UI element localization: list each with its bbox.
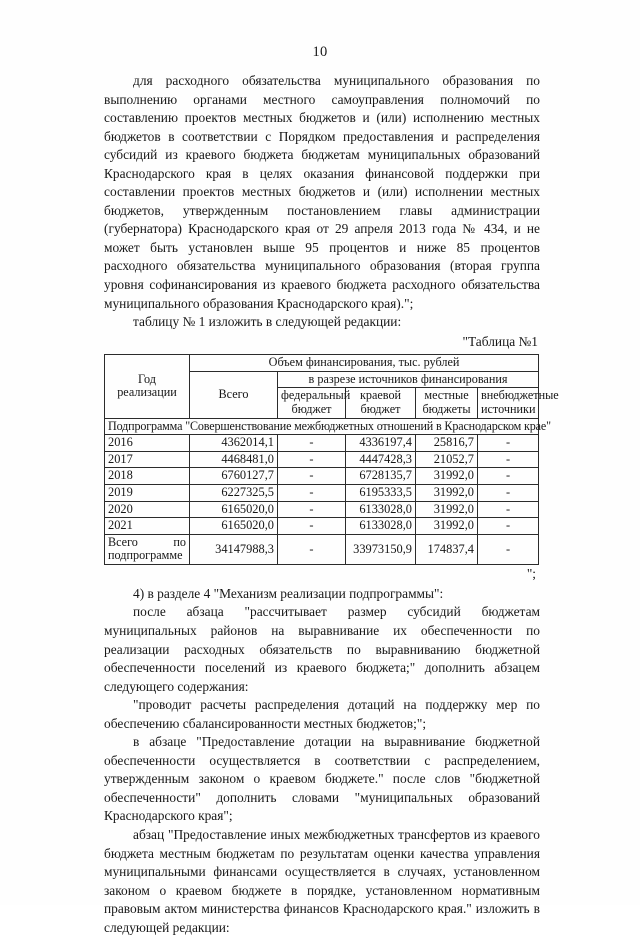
cell-federal: -: [278, 468, 346, 485]
cell-total: 4468481,0: [190, 451, 278, 468]
cell-total: 6165020,0: [190, 501, 278, 518]
table-subprogram-row: [105, 418, 539, 435]
table-header-row-1: [105, 355, 539, 372]
header-year: Год реализации: [105, 355, 190, 418]
financing-table: [104, 354, 559, 565]
cell-local: 31992,0: [416, 468, 478, 485]
paragraph-2: таблицу № 1 изложить в следующей редакции:: [133, 314, 402, 330]
cell-total-local: 174837,4: [416, 534, 478, 564]
header-extrabudgetary-sources: внебюджетные источники: [478, 388, 539, 418]
paragraph-6: в абзаце "Предоставление дотации на выравнивание бюджетной обеспеченности осуществляется в соответствии с распределением, утвержденным законом о краевом бюджете." после слов "бюджетной обеспеченности" дополнить словами "муниципальных образований Краснодарского края";: [104, 734, 540, 824]
cell-regional: 4336197,4: [346, 435, 416, 452]
subprogram-title: Подпрограмма "Совершенствование межбюджетных отношений в Краснодарском крае": [105, 418, 539, 435]
table-caption: "Таблица №1: [462, 333, 538, 349]
cell-federal: -: [278, 484, 346, 501]
table-row: [105, 518, 539, 535]
cell-extrabudget: -: [478, 435, 539, 452]
cell-regional: 6133028,0: [346, 501, 416, 518]
cell-total: 6165020,0: [190, 518, 278, 535]
after-table-closing-quote: ";: [526, 565, 536, 581]
table-row: [105, 484, 539, 501]
cell-federal: -: [278, 518, 346, 535]
cell-total-regional: 33973150,9: [346, 534, 416, 564]
cell-total-extrabudget: -: [478, 534, 539, 564]
cell-year: 2020: [105, 501, 190, 518]
header-breakdown: в разрезе источников финансирования: [278, 371, 539, 388]
cell-total: 6760127,7: [190, 468, 278, 485]
cell-extrabudget: -: [478, 501, 539, 518]
table-row: [105, 451, 539, 468]
cell-year: 2019: [105, 484, 190, 501]
table-row: [105, 435, 539, 452]
header-volume: Объем финансирования, тыс. рублей: [190, 355, 539, 372]
paragraph-5: "проводит расчеты распределения дотаций на поддержку мер по обеспечению сбалансированности местных бюджетов;";: [104, 697, 540, 731]
cell-total-federal: -: [278, 534, 346, 564]
cell-extrabudget: -: [478, 484, 539, 501]
cell-regional: 6728135,7: [346, 468, 416, 485]
header-local-budgets: местные бюджеты: [416, 388, 478, 418]
cell-total: 6227325,5: [190, 484, 278, 501]
cell-local: 31992,0: [416, 518, 478, 535]
cell-federal: -: [278, 501, 346, 518]
cell-regional: 6133028,0: [346, 518, 416, 535]
cell-federal: -: [278, 435, 346, 452]
page-number: 10: [312, 44, 328, 60]
cell-local: 31992,0: [416, 501, 478, 518]
cell-local: 31992,0: [416, 484, 478, 501]
cell-regional: 4447428,3: [346, 451, 416, 468]
cell-year: 2018: [105, 468, 190, 485]
header-total: Всего: [190, 371, 278, 418]
cell-year: 2017: [105, 451, 190, 468]
cell-local: 25816,7: [416, 435, 478, 452]
table-row: [105, 501, 539, 518]
paragraph-3: 4) в разделе 4 "Механизм реализации подпрограммы":: [133, 585, 444, 601]
cell-extrabudget: -: [478, 518, 539, 535]
cell-total: 4362014,1: [190, 435, 278, 452]
cell-extrabudget: -: [478, 468, 539, 485]
cell-extrabudget: -: [478, 451, 539, 468]
header-regional-budget: краевой бюджет: [346, 388, 416, 418]
paragraph-4: после абзаца "рассчитывает размер субсидий бюджетам муниципальных районов на выравнивание их обеспеченности по реализации расходных обязательств по выравниванию бюджетной обеспеченности поселений из краевого бюджета;" дополнить абзацем следующего содержания:: [104, 604, 540, 694]
paragraph-1: для расходного обязательства муниципального образования по выполнению органами местного самоуправления полномочий по составлению проектов местных бюджетов и (или) исполнению местных бюджетов в соответствии с Порядком предоставления и распределения субсидий из краевого бюджета бюджетам муниципальных образований Краснодарского края в целях оказания финансовой поддержки при составлении проектов местных бюджетов и (или) исполнении местных бюджетов, утвержденным постановлением главы администрации (губернатора) Краснодарского края от 29 апреля 2013 года № 434, и не может быть установлен выше 95 процентов и ниже 85 процентов расходного обязательства муниципального образования (вторая группа уровня софинансирования из краевого бюджета расходного обязательства муниципального образования Краснодарского края).";: [104, 73, 540, 311]
cell-year: 2021: [105, 518, 190, 535]
cell-regional: 6195333,5: [346, 484, 416, 501]
header-federal-budget: федеральный бюджет: [278, 388, 346, 418]
table-row: [105, 468, 539, 485]
cell-total-amount: 34147988,3: [190, 534, 278, 564]
page-content: [104, 72, 559, 937]
cell-federal: -: [278, 451, 346, 468]
table-total-row: [105, 534, 539, 564]
cell-total-label: Всего по подпрограмме: [105, 534, 190, 564]
cell-year: 2016: [105, 435, 190, 452]
paragraph-7: абзац "Предоставление иных межбюджетных трансфертов из краевого бюджета местным бюджетам по результатам оценки качества управления муниципальными финансами осуществляется в случаях, установленном законом о краевом бюджете в порядке, установленном нормативным правовым актом министерства финансов Краснодарского края." изложить в следующей редакции:: [104, 827, 540, 935]
cell-local: 21052,7: [416, 451, 478, 468]
